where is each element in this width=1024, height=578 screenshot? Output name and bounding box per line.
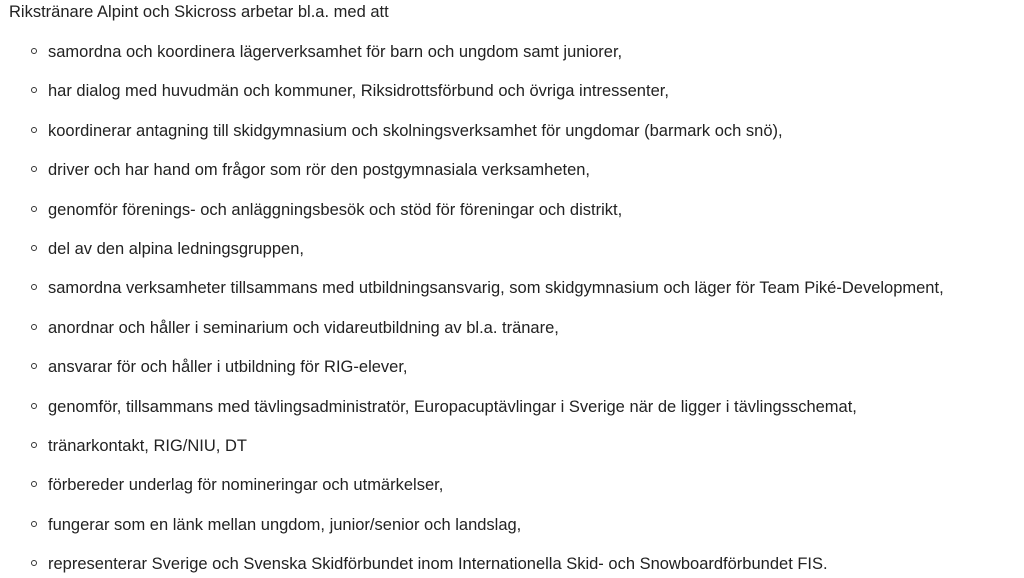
list-item: [0, 475, 1024, 514]
bullet-circle-icon: [31, 521, 37, 527]
list-item-text: driver och har hand om frågor som rör den postgymnasiala verksamheten,: [48, 161, 591, 180]
bullet-circle-icon: [31, 442, 37, 448]
bullet-circle-icon: [31, 284, 37, 290]
list-item: [0, 239, 1024, 278]
bullet-circle-icon: [31, 363, 37, 369]
list-item: [0, 81, 1024, 120]
list-item: [0, 515, 1024, 554]
list-item: [0, 357, 1024, 396]
list-item: [0, 436, 1024, 475]
list-item-text: tränarkontakt, RIG/NIU, DT: [48, 436, 247, 455]
bullet-circle-icon: [31, 245, 37, 251]
bullet-circle-icon: [31, 48, 37, 54]
list-item-text: del av den alpina ledningsgruppen,: [48, 239, 304, 258]
list-item-text: fungerar som en länk mellan ungdom, junior/senior och landslag,: [48, 515, 522, 534]
list-item-text: samordna verksamheter tillsammans med utbildningsansvarig, som skidgymnasium och läger för Team Piké-Development,: [48, 279, 944, 298]
list-item: [0, 278, 1024, 317]
list-item-text: ansvarar för och håller i utbildning för RIG-elever,: [48, 358, 408, 377]
list-item-text: samordna och koordinera lägerverksamhet för barn och ungdom samt juniorer,: [48, 43, 623, 61]
list-item: [0, 42, 1024, 81]
list-item: [0, 160, 1024, 199]
bullet-circle-icon: [31, 87, 37, 93]
list-item-text: koordinerar antagning till skidgymnasium och skolningsverksamhet för ungdomar (barmark och snö),: [48, 121, 783, 140]
list-item-text: genomför förenings- och anläggningsbesök och stöd för föreningar och distrikt,: [48, 200, 623, 219]
bullet-circle-icon: [31, 324, 37, 330]
list-item-text: förbereder underlag för nomineringar och utmärkelser,: [48, 476, 444, 495]
list-item-text: har dialog med huvudmän och kommuner, Riksidrottsförbund och övriga intressenter,: [48, 82, 669, 101]
bullet-circle-icon: [31, 560, 37, 566]
list-item: [0, 554, 1024, 578]
list-item-text: anordnar och håller i seminarium och vidareutbildning av bl.a. tränare,: [48, 318, 559, 337]
list-item: [0, 318, 1024, 357]
list-item: [0, 121, 1024, 160]
list-item-text: representerar Sverige och Svenska Skidförbundet inom Internationella Skid- och Snowboardförbundet FIS.: [48, 555, 828, 574]
bullet-circle-icon: [31, 481, 37, 487]
bullet-circle-icon: [31, 127, 37, 133]
bullet-circle-icon: [31, 403, 37, 409]
list-item: [0, 200, 1024, 239]
list-item-text: genomför, tillsammans med tävlingsadministratör, Europacuptävlingar i Sverige när de ligger i tävlingsschemat,: [48, 397, 857, 416]
intro-text: Rikstränare Alpint och Skicross arbetar bl.a. med att: [9, 3, 389, 21]
list-item: [0, 397, 1024, 436]
bullet-circle-icon: [31, 206, 37, 212]
duties-list: [0, 42, 1024, 578]
bullet-circle-icon: [31, 166, 37, 172]
